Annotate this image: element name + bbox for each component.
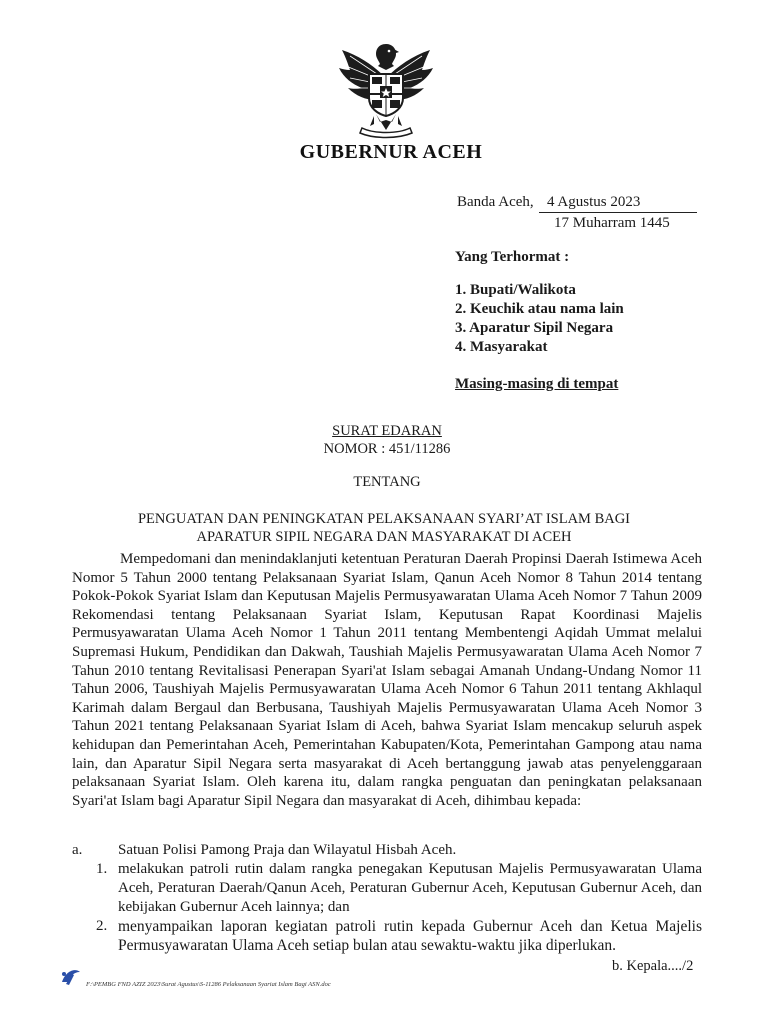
list-item-number: 1. <box>96 861 108 877</box>
recipient-item: 2. Keuchik atau nama lain <box>455 301 624 317</box>
subitem-list <box>96 860 702 955</box>
date-place: Banda Aceh, <box>457 194 534 210</box>
list-item <box>96 860 702 917</box>
letter-type: SURAT EDARAN <box>332 423 442 439</box>
garuda-emblem-icon <box>336 36 436 140</box>
recipient-place: Masing-masing di tempat <box>455 376 619 392</box>
letter-number: NOMOR : 451/11286 <box>323 441 451 457</box>
subject-line: APARATUR SIPIL NEGARA DAN MASYARAKAT DI ACEH <box>196 529 572 545</box>
office-logo-icon <box>58 966 84 988</box>
letter-about: TENTANG <box>353 474 421 490</box>
greeting: Yang Terhormat : <box>455 249 570 265</box>
recipient-item: 3. Aparatur Sipil Negara <box>455 320 614 336</box>
list-item-text: melakukan patroli rutin dalam rangka penegakan Keputusan Majelis Permusyawaratan Ulama Aceh, Peraturan Daerah/Qanun Aceh, Peraturan Gubernur Aceh, Keputusan Gubernur Aceh, dan kebijakan Gubernur Aceh lainnya; dan <box>118 861 702 915</box>
body-paragraph: Mempedomani dan menindaklanjuti ketentuan Peraturan Daerah Propinsi Daerah Istimewa Aceh Nomor 5 Tahun 2000 tentang Pelaksanaan Syariat Islam, Qanun Aceh Nomor 8 Tahun 2014 tentang Pokok-Pokok Syariat Islam dan Keputusan Majelis Permusyawaratan Ulama Aceh Nomor 7 Tahun 2009 Rekomendasi tentang Pelaksanaan Syariat Islam, Keputusan Rapat Koordinasi Majelis Permusyawaratan Ulama Aceh Nomor 1 Tahun 2011 tentang Membentengi Aqidah Ummat melalui Supremasi Hukum, Pendidikan dan Dakwah, Taushiah Majelis Permusyawaratan Ulama Aceh Nomor 7 Tahun 2010 tentang Revitalisasi Penerapan Syari'at Islam sebagai Amanah Undang-Undang Nomor 11 Tahun 2006, Taushiyah Majelis Permusyawaratan Ulama Aceh Nomor 6 Tahun 2011 tentang Akhlaqul Karimah dalam Bergaul dan Berbusana, Taushiyah Majelis Permusyawaratan Ulama Aceh Nomor 3 Tahun 2021 tentang Pelaksanaan Syariat Islam di Aceh, bahwa Syariat Islam mencakup seluruh aspek kehidupan dan Pemerintahan Aceh, Pemerintahan Kabupaten/Kota, Pemerintahan Gampong atau nama lain, dan Aparatur Sipil Negara serta masyarakat di Aceh bertanggung jawab atas penyelenggaraan pelaksanaan Syariat Islam. Oleh karena itu, dalam rangka penguatan dan peningkatan pelaksanaan Syari'at Islam bagi Aparatur Sipil Negara dan masyarakat di Aceh, dihimbau kepada: <box>72 551 702 809</box>
list-item <box>96 917 702 955</box>
date-hijri: 17 Muharram 1445 <box>554 215 670 231</box>
list-item-number: 2. <box>96 918 108 934</box>
letter-subject <box>0 510 768 546</box>
footer <box>58 966 331 988</box>
file-path: F:\PEMBG FND AZIZ 2023\Surat Agustus\S-11286 Pelaksanaan Syariat Islam Bagi ASN.doc <box>86 980 331 988</box>
recipients-block <box>455 248 624 394</box>
governor-title: GUBERNUR ACEH <box>299 141 483 163</box>
date-block <box>457 192 697 233</box>
recipient-item: 1. Bupati/Walikota <box>455 282 576 298</box>
recipient-list <box>455 281 624 357</box>
item-a-text: Satuan Polisi Pamong Praja dan Wilayatul Hisbah Aceh. <box>118 842 457 858</box>
recipient-item: 4. Masyarakat <box>455 339 548 355</box>
item-a <box>72 841 456 860</box>
next-page-marker: b. Kepala..../2 <box>612 958 694 974</box>
date-gregorian: 4 Agustus 2023 <box>539 192 697 213</box>
item-a-letter: a. <box>72 842 83 858</box>
list-item-text: menyampaikan laporan kegiatan patroli rutin kepada Gubernur Aceh dan Ketua Majelis Permusyawaratan Ulama Aceh setiap bulan atau sewaktu-waktu jika diperlukan. <box>118 918 702 954</box>
subject-line: PENGUATAN DAN PENINGKATAN PELAKSANAAN SYARI’AT ISLAM BAGI <box>137 511 631 527</box>
